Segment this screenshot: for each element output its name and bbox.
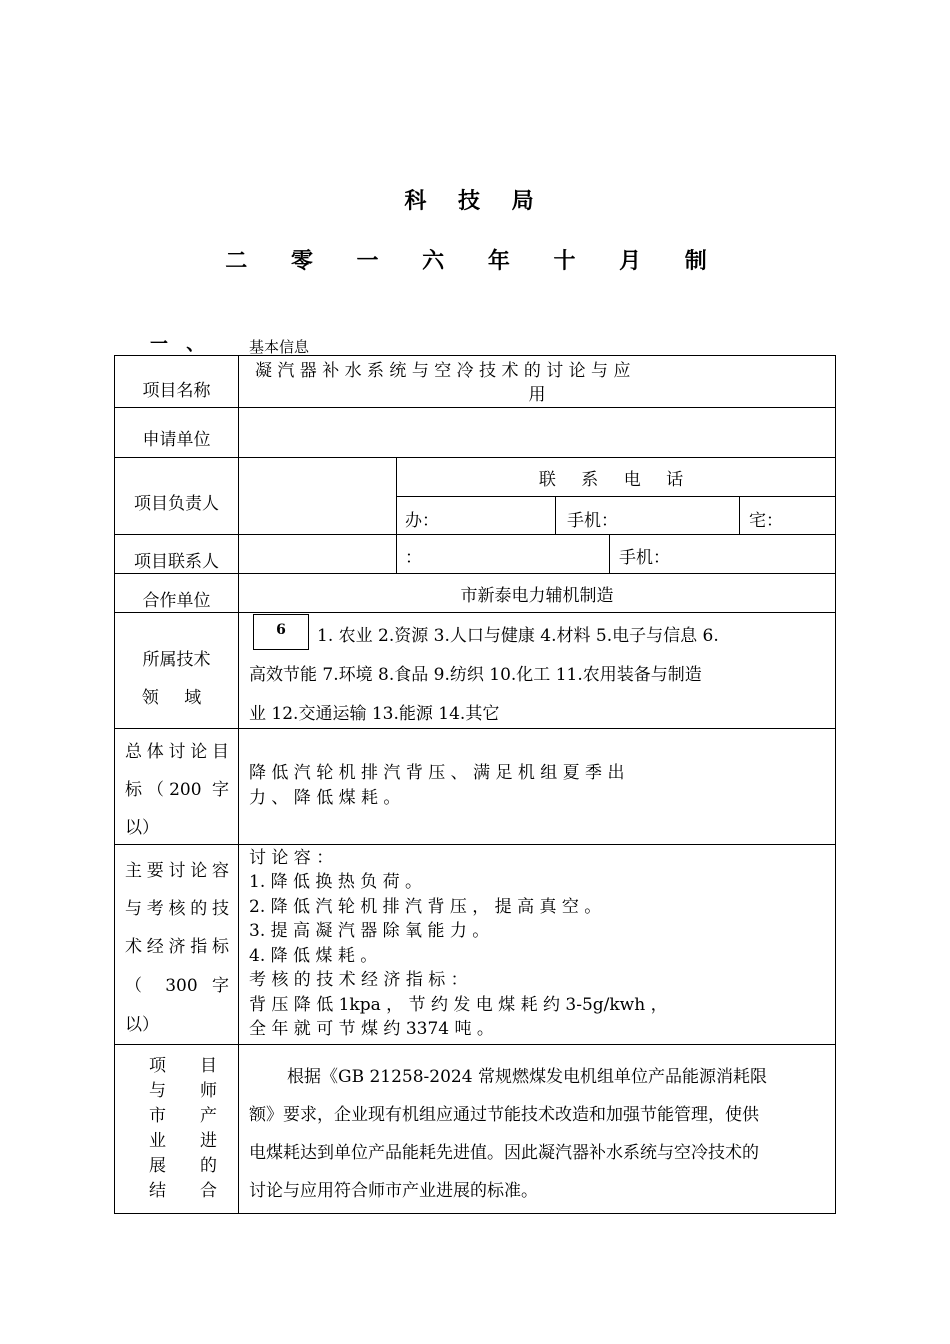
date-title: 二 零 一 六 年 十 月 制 bbox=[225, 248, 725, 274]
project-leader-label: 项目负责人 bbox=[134, 494, 219, 514]
goal-label-3: 以） bbox=[125, 818, 159, 838]
combo-line: 根据《GB 21258-2024 常规燃煤发电机组单位产品能源消耗限 bbox=[287, 1067, 767, 1087]
content-label-5: 以） bbox=[125, 1015, 159, 1035]
content-line: 1. 降 低 换 热 负 荷 。 bbox=[249, 872, 423, 892]
content-line: 全 年 就 可 节 煤 约 3374 吨 。 bbox=[249, 1019, 494, 1039]
field-options-line-1: 1. 农业 2.资源 3.人口与健康 4.材料 5.电子与信息 6. bbox=[317, 626, 719, 646]
project-name-value-cont: 用 bbox=[528, 385, 546, 405]
basic-info-form bbox=[114, 355, 836, 1214]
content-label-3: 术经济指标 bbox=[125, 937, 229, 957]
section-number: 一 、 bbox=[150, 334, 211, 355]
project-name-label: 项目名称 bbox=[142, 381, 211, 401]
content-line: 考 核 的 技 术 经 济 指 标 ： bbox=[249, 970, 468, 990]
cooperation-value: 市新泰电力辅机制造 bbox=[460, 586, 614, 606]
row-divider bbox=[115, 728, 835, 729]
combo-label-line: 与 师 bbox=[149, 1081, 217, 1101]
row-divider bbox=[115, 457, 835, 458]
combo-label-line: 展 的 bbox=[149, 1156, 217, 1176]
tech-field-label: 所属技术 bbox=[142, 650, 211, 670]
row-divider bbox=[115, 573, 835, 574]
content-line: 讨 论 容 ： bbox=[249, 848, 334, 868]
org-title: 科 技 局 bbox=[404, 188, 546, 214]
row-divider bbox=[115, 612, 835, 613]
mobile-phone-label[interactable]: 手机： bbox=[567, 511, 618, 531]
content-line: 2. 降 低 汽 轮 机 排 汽 背 压 ， 提 高 真 空 。 bbox=[249, 897, 602, 917]
content-label-2: 与考核的技 bbox=[125, 899, 229, 919]
combo-line: 讨论与应用符合师市产业进展的标准。 bbox=[249, 1181, 538, 1201]
content-line: 3. 提 高 凝 汽 器 除 氧 能 力 。 bbox=[249, 921, 490, 941]
content-label-4: （ 300 字 bbox=[125, 976, 229, 996]
section-title: 基本信息 bbox=[249, 338, 310, 356]
row-divider bbox=[115, 534, 835, 535]
goal-label-2: 标（200 字 bbox=[125, 780, 229, 800]
phone-header-divider bbox=[396, 496, 835, 497]
row-divider bbox=[115, 407, 835, 408]
field-options-line-2: 高效节能 7.环境 8.食品 9.纺织 10.化工 11.农用装备与制造 bbox=[249, 665, 702, 685]
project-contact-label: 项目联系人 bbox=[134, 552, 219, 572]
combo-label-line: 市 产 bbox=[149, 1106, 217, 1126]
tech-field-label-2: 领 域 bbox=[141, 688, 212, 708]
contact-phone-header: 联 系 电 话 bbox=[538, 470, 694, 490]
field-options-line-3: 业 12.交通运输 13.能源 14.其它 bbox=[249, 704, 500, 724]
selected-field-box[interactable]: 6 bbox=[253, 614, 309, 650]
office-phone-label[interactable]: 办： bbox=[405, 511, 439, 531]
combo-line: 额》要求，企业现有机组应通过节能技术改造和加强节能管理，使供 bbox=[249, 1105, 759, 1125]
content-label-1: 主要讨论容 bbox=[125, 861, 229, 881]
row-divider bbox=[115, 844, 835, 845]
combo-label-line: 结 合 bbox=[149, 1181, 217, 1201]
mobile-home-divider bbox=[739, 496, 740, 534]
goal-line-2: 力 、 降 低 煤 耗 。 bbox=[249, 788, 401, 808]
contact-mobile-divider bbox=[609, 534, 610, 573]
row-divider bbox=[115, 1044, 835, 1045]
goal-label-1: 总体讨论目 bbox=[125, 742, 229, 762]
office-mobile-divider bbox=[555, 496, 556, 534]
content-line: 4. 降 低 煤 耗 。 bbox=[249, 946, 378, 966]
content-line: 背 压 降 低 1kpa ， 节 约 发 电 煤 耗 约 3-5g/kwh ， bbox=[249, 995, 668, 1015]
contact-colon: ： bbox=[405, 548, 422, 568]
home-phone-label[interactable]: 宅： bbox=[749, 511, 783, 531]
project-name-value: 凝 汽 器 补 水 系 统 与 空 冷 技 术 的 讨 论 与 应 bbox=[255, 361, 631, 381]
applicant-label: 申请单位 bbox=[142, 430, 211, 450]
combo-label-line: 业 进 bbox=[149, 1131, 217, 1151]
combo-line: 电煤耗达到单位产品能耗先进值。因此凝汽器补水系统与空冷技术的 bbox=[249, 1143, 759, 1163]
combo-label-line: 项 目 bbox=[149, 1056, 217, 1076]
goal-line-1: 降 低 汽 轮 机 排 汽 背 压 、 满 足 机 组 夏 季 出 bbox=[249, 763, 625, 783]
contact-mobile-label[interactable]: 手机： bbox=[619, 548, 670, 568]
label-column-divider bbox=[238, 356, 239, 1214]
cooperation-label: 合作单位 bbox=[142, 591, 211, 611]
